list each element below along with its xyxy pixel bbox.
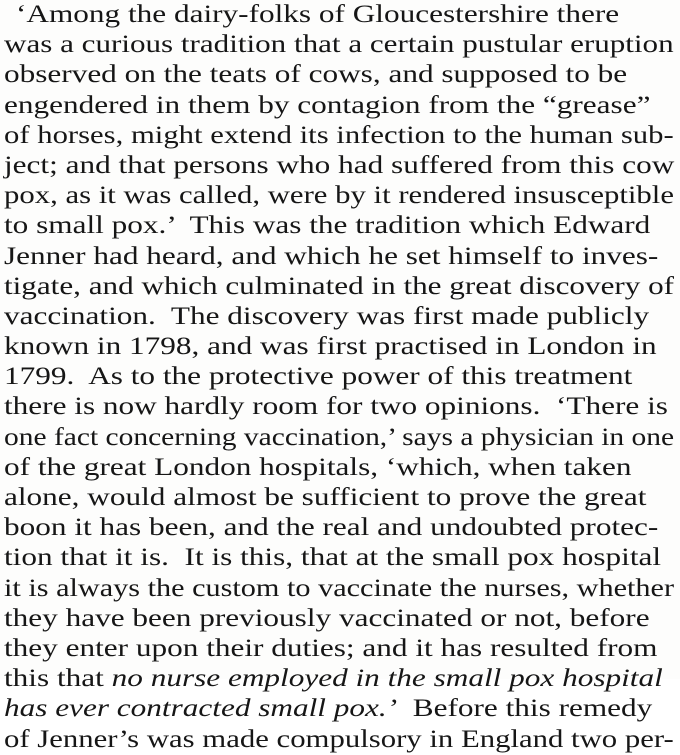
text-segment: this that <box>4 665 112 693</box>
text-line-content <box>4 151 674 181</box>
text-line-content <box>4 332 657 362</box>
text-segment: it is always the custom to vaccinate the nurses, whether <box>4 574 675 602</box>
text-line <box>4 362 680 392</box>
text-line <box>4 694 680 724</box>
text-segment: of Jenner’s was made compulsory in England two per- <box>4 725 674 753</box>
text-segment: ject; and that persons who had suffered from this cow <box>4 151 675 179</box>
text-line-content <box>4 513 658 543</box>
text-line-content <box>4 302 649 332</box>
text-line-content <box>4 60 627 90</box>
text-segment: known in 1798, and was first practised in London in <box>4 333 657 361</box>
text-line-content <box>4 242 658 272</box>
text-line-content <box>4 30 674 60</box>
text-line-content <box>4 181 674 211</box>
text-line <box>4 242 680 272</box>
text-line-content <box>4 423 674 453</box>
text-line-content <box>4 211 650 241</box>
text-segment: tion that it is. It is this, that at the small pox hospital <box>4 544 662 572</box>
text-line-content <box>4 453 631 483</box>
text-line-content <box>4 362 632 392</box>
text-line <box>4 604 680 634</box>
text-line <box>4 483 680 513</box>
text-line <box>4 91 680 121</box>
text-line-content <box>4 574 674 604</box>
text-line <box>4 634 680 664</box>
text-line-content <box>4 483 646 513</box>
text-line-content <box>4 91 650 121</box>
text-line-content <box>4 664 663 694</box>
text-line-content <box>4 694 652 724</box>
text-line <box>4 664 680 694</box>
text-line <box>4 453 680 483</box>
text-line <box>4 30 680 60</box>
text-line <box>4 332 680 362</box>
italic-text: has ever contracted small pox.’ <box>4 695 398 723</box>
text-line <box>4 574 680 604</box>
text-line-content <box>4 634 657 664</box>
text-segment: vaccination. The discovery was first made publicly <box>4 302 650 330</box>
text-line-content <box>16 0 619 30</box>
text-segment: alone, would almost be sufficient to prove the great <box>4 484 647 511</box>
text-line <box>4 121 680 151</box>
text-segment: pox, as it was called, were by it rendered insusceptible <box>4 182 674 210</box>
text-segment: there is now hardly room for two opinions. ‘There is <box>4 393 668 421</box>
text-segment: tigate, and which culminated in the great discovery of <box>4 272 675 300</box>
text-segment: they enter upon their duties; and it has resulted from <box>4 634 658 662</box>
text-line-content <box>4 725 674 755</box>
text-segment: one fact concerning vaccination,’ says a physician in one <box>4 423 675 451</box>
text-segment: was a curious tradition that a certain pustular eruption <box>4 31 674 59</box>
text-segment: boon it has been, and the real and undoubted protec- <box>4 514 659 542</box>
text-line <box>4 423 680 453</box>
text-line <box>4 60 680 90</box>
text-segment: they have been previously vaccinated or not, before <box>4 604 650 632</box>
text-line-content <box>4 121 674 151</box>
text-line <box>4 302 680 332</box>
text-line-content <box>4 543 661 573</box>
text-line <box>4 211 680 241</box>
text-line <box>4 543 680 573</box>
text-segment: ‘Among the dairy-folks of Gloucestershire there <box>16 1 620 28</box>
text-line <box>4 272 680 302</box>
text-segment: to small pox.’ This was the tradition which Edward <box>4 212 651 240</box>
text-line-content <box>4 604 650 634</box>
text-segment: engendered in them by contagion from the “grease” <box>4 91 651 119</box>
text-segment: of horses, might extend its infection to the human sub- <box>4 121 674 149</box>
text-segment: Before this remedy <box>397 695 653 723</box>
text-segment: 1799. As to the protective power of this treatment <box>4 363 633 391</box>
text-line <box>4 0 680 30</box>
text-line <box>4 513 680 543</box>
text-line <box>4 392 680 422</box>
text-line <box>4 725 680 755</box>
text-segment: observed on the teats of cows, and supposed to be <box>4 61 628 89</box>
text-segment: Jenner had heard, and which he set himself to inves- <box>4 242 659 270</box>
text-line <box>4 151 680 181</box>
text-line-content <box>4 392 668 422</box>
text-line <box>4 181 680 211</box>
text-line-content <box>4 272 674 302</box>
text-segment: of the great London hospitals, ‘which, when taken <box>4 453 632 481</box>
body-text <box>4 0 680 755</box>
italic-text: no nurse employed in the small pox hospital <box>111 665 663 693</box>
